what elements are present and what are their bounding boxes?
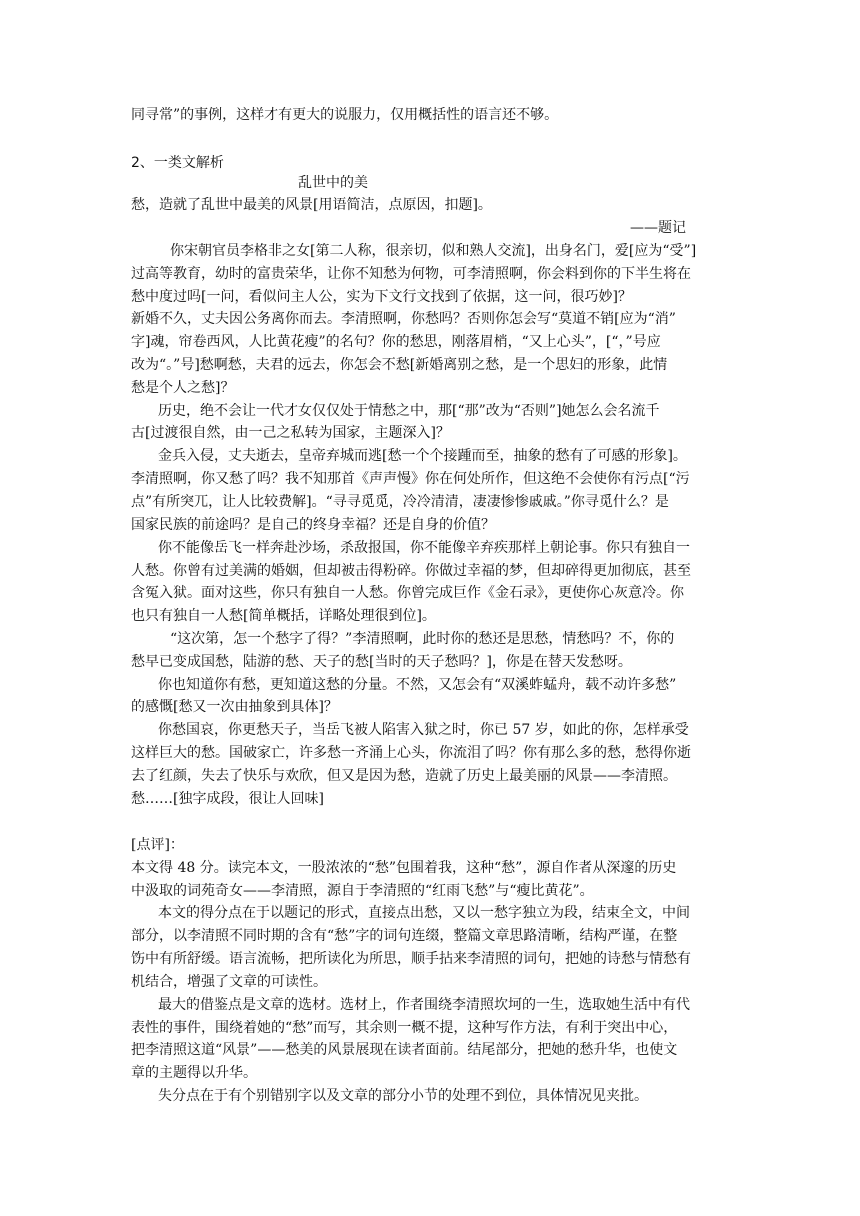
essay-line: “这次第，怎一个愁字了得？”李清照啊，此时你的愁还是思愁，情愁吗？不，你的	[170, 631, 675, 647]
essay-line: 过高等教育，幼时的富贵荣华，让你不知愁为何物，可李清照啊，你会料到你的下半生将在	[131, 266, 691, 282]
essay-line: 字]魂，帘卷西风，人比黄花瘦”的名句？你的愁思，刚落眉梢，“又上心头”，[“，”号应	[131, 334, 661, 350]
essay-line: 你也知道你有愁，更知道这愁的分量。不然，又怎会有“双溪蚱蜢舟，载不动许多愁”	[158, 677, 677, 693]
commentary-line: 把李清照这道“风景”——愁美的风景展现在读者面前。结尾部分，把她的愁升华，也使文	[131, 1042, 678, 1058]
essay-line: 国家民族的前途吗？是自己的终身幸福？还是自身的价值？	[131, 517, 495, 533]
commentary-line: 表性的事件，围绕着她的“愁”而写，其余则一概不提，这种写作方法，有利于突出中心，	[131, 1020, 678, 1036]
essay-line: 李清照啊，你又愁了吗？我不知那首《声声慢》你在何处所作，但这绝不会使你有污点[“污	[131, 471, 690, 487]
commentary-line: 中汲取的词苑奇女——李清照，源自于李清照的“红雨飞愁”与“瘦比黄花”。	[131, 883, 594, 899]
essay-line: 愁是个人之愁]？	[131, 380, 235, 396]
section-heading: 2、一类文解析	[131, 155, 224, 171]
commentary-line: 本文的得分点在于以题记的形式，直接点出愁，又以一愁字独立为段，结束全文，中间	[158, 905, 690, 921]
commentary-line: 部分，以李清照不同时期的含有“愁”字的词句连缀，整篇文章思路清晰，结构严谨，在整	[131, 928, 678, 944]
essay-line: 人愁。你曾有过美满的婚姻，但却被击得粉碎。你做过幸福的梦，但却碎得更加彻底，甚至	[131, 563, 691, 579]
epigraph-source: ——题记	[630, 220, 686, 236]
essay-line: 愁早已变成国愁，陆游的愁、天子的愁[当时的天子愁吗？]，你是在替天发愁呀。	[131, 654, 632, 670]
epigraph: 愁，造就了乱世中最美的风景[用语简洁，点原因，扣题]。	[131, 197, 492, 213]
commentary-heading: [点评]：	[131, 837, 184, 853]
essay-line: 历史，绝不会让一代才女仅仅处于情愁之中，那[“那”改为“否则”]她怎么会名流千	[158, 403, 660, 419]
essay-line: 你宋朝官员李格非之女[第二人称，很亲切，似和熟人交流]，出身名门，爱[应为“受”]	[170, 243, 697, 259]
essay-line: 点”有所突兀，让人比较费解]。“寻寻觅觅，冷冷清清，凄凄惨惨戚戚。”你寻觅什么？是	[131, 494, 669, 510]
essay-line: 愁中度过吗[一问，看似问主人公，实为下文行文找到了依据，这一问，很巧妙]？	[131, 289, 632, 305]
essay-line: 你愁国哀，你更愁天子，当岳飞被人陷害入狱之时，你已 57 岁，如此的你，怎样承受	[158, 722, 689, 738]
commentary-line: 章的主题得以升华。	[131, 1065, 257, 1081]
essay-line: 这样巨大的愁。国破家亡，许多愁一齐涌上心头，你流泪了吗？你有那么多的愁，愁得你逝	[131, 745, 691, 761]
commentary-line: 失分点在于有个别错别字以及文章的部分小节的处理不到位，具体情况见夹批。	[158, 1088, 648, 1104]
essay-line: 古[过渡很自然，由一己之私转为国家，主题深入]？	[131, 425, 450, 441]
commentary-line: 最大的借鉴点是文章的选材。选材上，作者围绕李清照坎坷的一生，选取她生活中有代	[158, 997, 690, 1013]
essay-line: 改为“。”号]愁啊愁，夫君的远去，你怎会不愁[新婚离别之愁，是一个思妇的形象，此情	[131, 357, 668, 373]
essay-line: 你不能像岳飞一样奔赴沙场，杀敌报国，你不能像辛弃疾那样上朝论事。你只有独自一	[158, 540, 690, 556]
commentary-line: 机结合，增强了文章的可读性。	[131, 974, 327, 990]
essay-line: 也只有独自一人愁[简单概括，详略处理很到位]。	[131, 608, 436, 624]
essay-line: 金兵入侵，丈夫逝去，皇帝弃城而逃[愁一个个接踵而至，抽象的愁有了可感的形象]。	[158, 448, 687, 464]
essay-line: 含冤入狱。面对这些，你只有独自一人愁。你曾完成巨作《金石录》，更使你心灰意冷。你	[131, 585, 684, 601]
essay-title: 乱世中的美	[298, 175, 368, 191]
carryover-line: 同寻常”的事例，这样才有更大的说服力，仅用概括性的语言还不够。	[131, 107, 559, 123]
essay-line: 的感慨[愁又一次由抽象到具体]？	[131, 699, 338, 715]
essay-line: 去了红颜，失去了快乐与欢欣，但又是因为愁，造就了历史上最美丽的风景——李清照。	[131, 768, 677, 784]
essay-line: 愁……[独字成段，很让人回味]	[131, 791, 324, 807]
commentary-line: 饬中有所舒缓。语言流畅，把所读化为所思，顺手拈来李清照的词句，把她的诗愁与情愁有	[131, 951, 691, 967]
essay-line: 新婚不久，丈夫因公务离你而去。李清照啊，你愁吗？否则你怎会写“莫道不销[应为“消”	[131, 311, 676, 327]
commentary-line: 本文得 48 分。读完本文，一股浓浓的“愁”包围着我，这种“愁”，源自作者从深邃的历史	[131, 860, 677, 876]
